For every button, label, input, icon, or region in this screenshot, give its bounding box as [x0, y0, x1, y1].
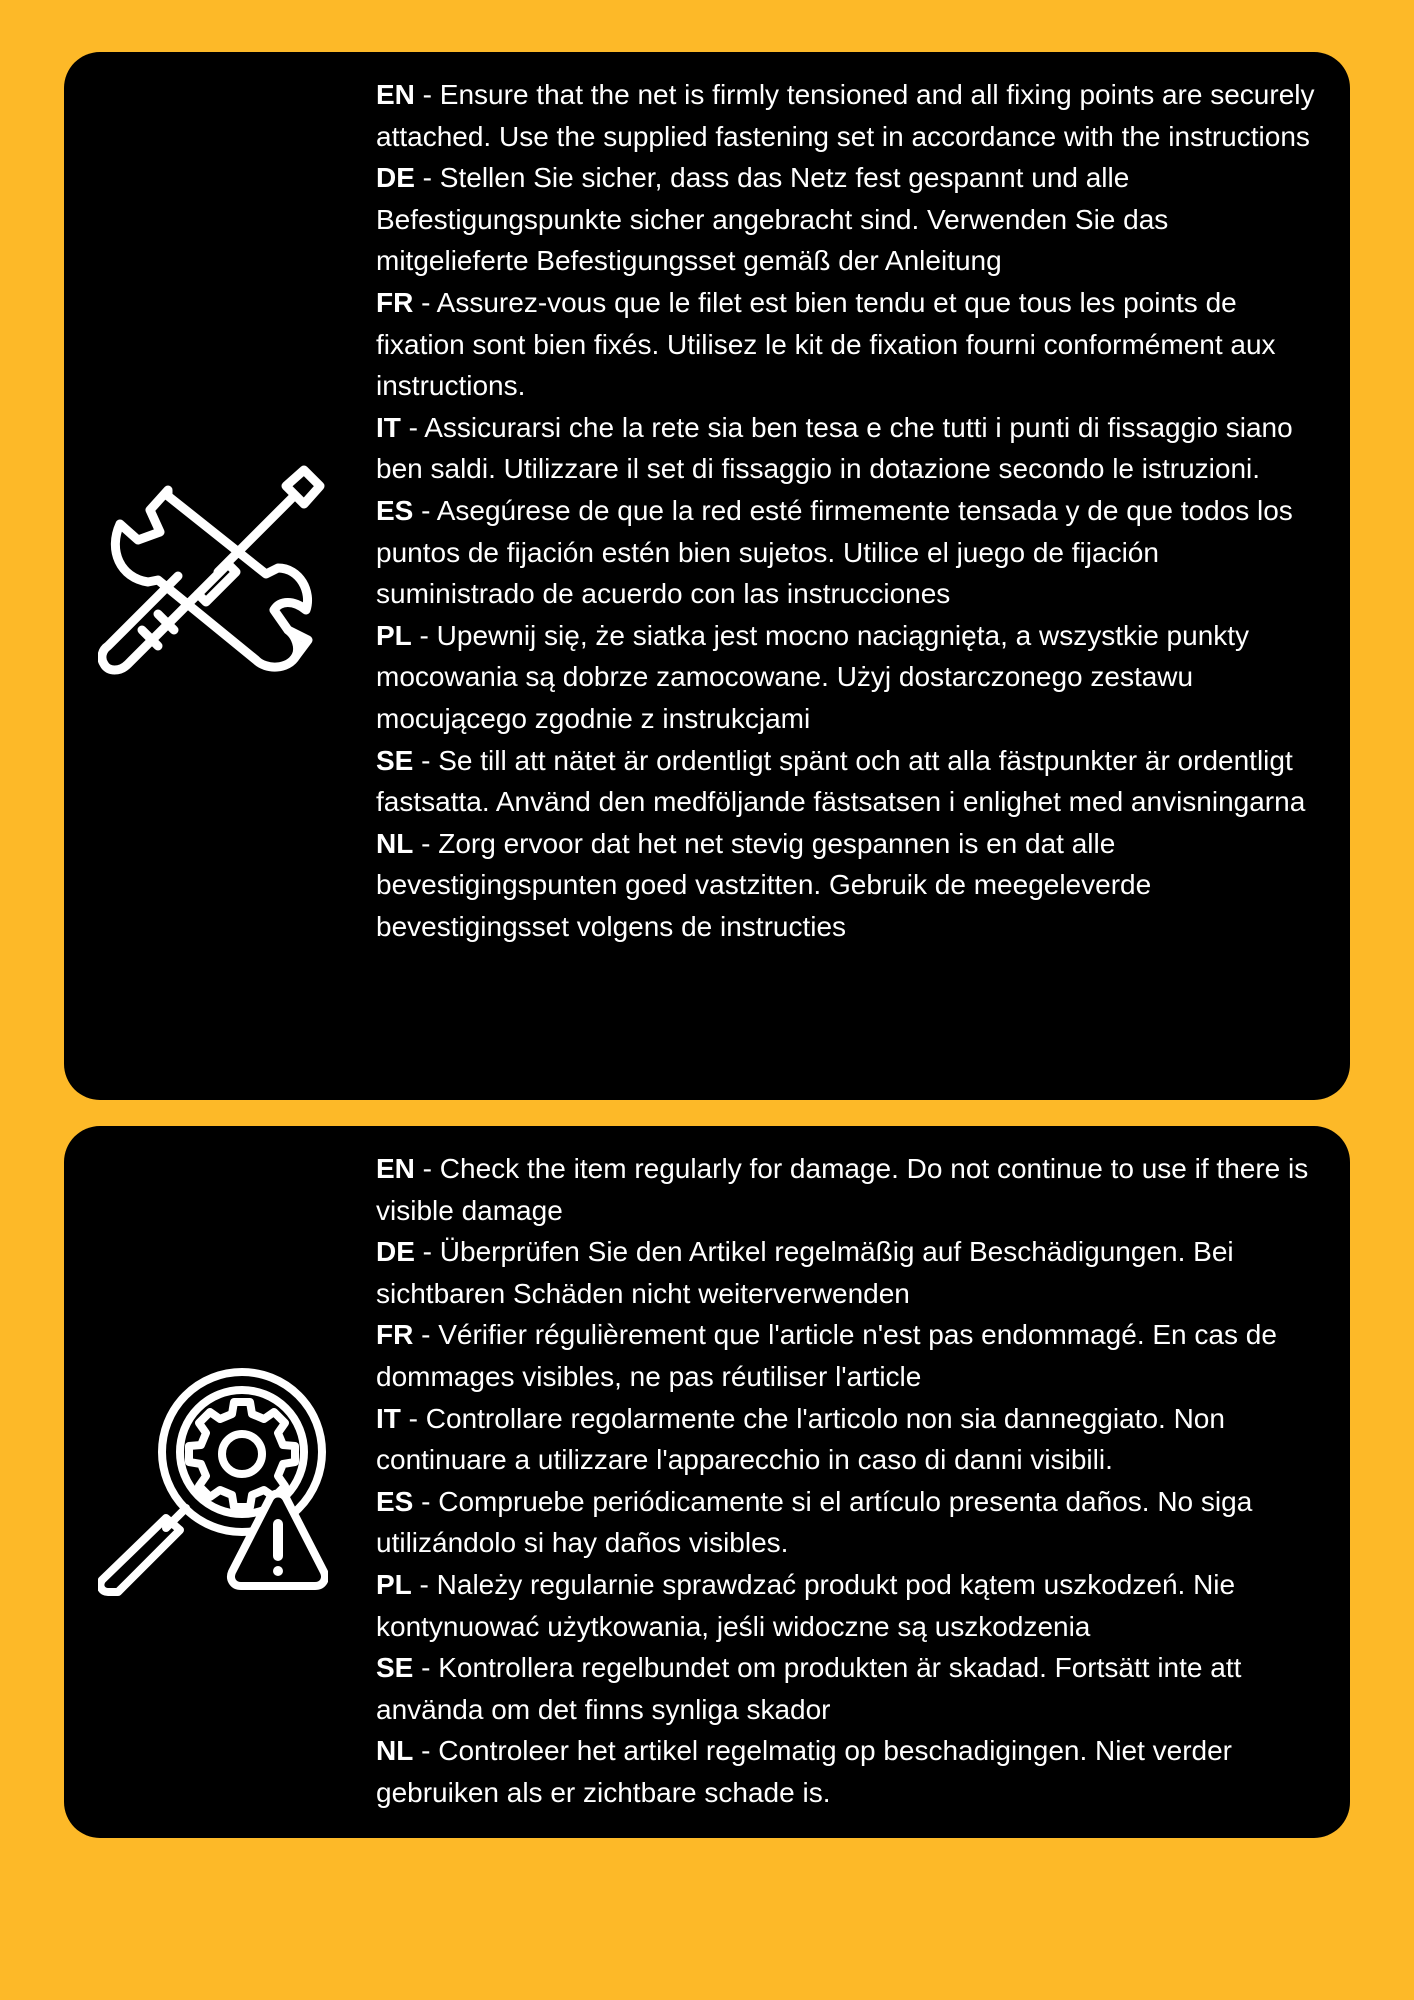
inspection-instructions: [376, 1148, 1320, 1814]
instruction-nl: NL - Controleer het artikel regelmatig op beschadigingen. Niet verder gebruiken als er zichtbare schade is.: [376, 1735, 1232, 1808]
language-code: EN: [376, 79, 415, 110]
instruction-pl: PL - Należy regularnie sprawdzać produkt pod kątem uszkodzeń. Nie kontynuować użytkowania, jeśli widoczne są uszkodzenia: [376, 1568, 1236, 1642]
instruction-text: Check the item regularly for damage. Do not continue to use if there is visible damage: [376, 1153, 1309, 1226]
language-code: FR: [376, 1319, 414, 1351]
instruction-it: IT - Controllare regolarmente che l'articolo non sia danneggiato. Non continuare a utilizzare l'apparecchio in caso di danni visibili.: [376, 1402, 1225, 1476]
instruction-se: SE - Kontrollera regelbundet om produkten är skadad. Fortsätt inte att använda om det finns synliga skador: [376, 1652, 1242, 1725]
instruction-text: Vérifier régulièrement que l'article n'est pas endommagé. En cas de dommages visibles, ne pas réutiliser l'article: [376, 1319, 1277, 1392]
language-code: IT: [376, 1402, 401, 1434]
inspection-panel: [64, 1126, 1350, 1838]
instruction-en: EN - Check the item regularly for damage. Do not continue to use if there is visible damage: [376, 1153, 1309, 1226]
language-code: NL: [376, 1735, 414, 1767]
instruction-de: DE - Stellen Sie sicher, dass das Netz fest gespannt und alle Befestigungspunkte sicher angebracht sind. Verwenden Sie das mitgelieferte Befestigungsset gemäß der Anleitung: [376, 162, 1169, 277]
instruction-text: Upewnij się, że siatka jest mocno naciągnięta, a wszystkie punkty mocowania są dobrze zamocowane. Użyj dostarczonego zestawu mocującego zgodnie z instrukcjami: [376, 619, 1250, 734]
instruction-text: Controleer het artikel regelmatig op beschadigingen. Niet verder gebruiken als er zichtbare schade is.: [376, 1735, 1232, 1808]
instruction-text: Assurez-vous que le filet est bien tendu et que tous les points de fixation sont bien fixés. Utilisez le kit de fixation fourni conformément aux instructions.: [376, 286, 1276, 402]
instruction-text: Należy regularnie sprawdzać produkt pod kątem uszkodzeń. Nie kontynuować użytkowania, jeśli widoczne są uszkodzenia: [376, 1568, 1236, 1642]
language-code: DE: [376, 162, 415, 194]
instruction-text: Stellen Sie sicher, dass das Netz fest gespannt und alle Befestigungspunkte sicher angebracht sind. Verwenden Sie das mitgelieferte Befestigungsset gemäß der Anleitung: [376, 162, 1169, 277]
installation-panel: [64, 52, 1350, 1100]
language-code: NL: [376, 827, 414, 859]
instruction-se: SE - Se till att nätet är ordentligt spänt och att alla fästpunkter är ordentligt fastsatta. Använd den medföljande fästsatsen i enlighet med anvisningarna: [376, 744, 1306, 818]
language-code: SE: [376, 1652, 414, 1684]
instruction-nl: NL - Zorg ervoor dat het net stevig gespannen is en dat alle bevestigingspunten goed vastzitten. Gebruik de meegeleverde bevestigingsset volgens de instructies: [376, 827, 1152, 942]
instruction-es: ES - Asegúrese de que la red esté firmemente tensada y de que todos los puntos de fijación estén bien sujetos. Utilice el juego de fijación suministrado de acuerdo con las instrucciones: [376, 494, 1293, 610]
instruction-pl: PL - Upewnij się, że siatka jest mocno naciągnięta, a wszystkie punkty mocowania są dobrze zamocowane. Użyj dostarczonego zestawu mocującego zgodnie z instrukcjami: [376, 619, 1250, 734]
language-code: SE: [376, 744, 414, 776]
installation-instructions: [376, 74, 1320, 947]
instruction-text: Se till att nätet är ordentligt spänt och att alla fästpunkter är ordentligt fastsatta. Använd den medföljande fästsatsen i enlighet med anvisningarna: [376, 744, 1306, 818]
instruction-it: IT - Assicurarsi che la rete sia ben tesa e che tutti i punti di fissaggio siano ben saldi. Utilizzare il set di fissaggio in dotazione secondo le istruzioni.: [376, 411, 1293, 485]
instruction-en: EN - Ensure that the net is firmly tensioned and all fixing points are securely attached. Use the supplied fastening set in accordance with the instructions: [376, 79, 1315, 152]
instruction-text: Asegúrese de que la red esté firmemente tensada y de que todos los puntos de fijación estén bien sujetos. Utilice el juego de fijación suministrado de acuerdo con las instrucciones: [376, 494, 1293, 610]
language-code: ES: [376, 1485, 414, 1517]
instruction-es: ES - Compruebe periódicamente si el artículo presenta daños. No siga utilizándolo si hay daños visibles.: [376, 1485, 1253, 1559]
instruction-text: Ensure that the net is firmly tensioned and all fixing points are securely attached. Use the supplied fastening set in accordance with the instructions: [376, 79, 1315, 152]
instruction-fr: FR - Assurez-vous que le filet est bien tendu et que tous les points de fixation sont bien fixés. Utilisez le kit de fixation fourni conformément aux instructions.: [376, 286, 1276, 402]
language-code: DE: [376, 1236, 415, 1268]
instruction-text: Assicurarsi che la rete sia ben tesa e che tutti i punti di fissaggio siano ben saldi. Utilizzare il set di fissaggio in dotazione secondo le istruzioni.: [376, 411, 1293, 485]
instruction-text: Kontrollera regelbundet om produkten är skadad. Fortsätt inte att använda om det finns synliga skador: [376, 1652, 1242, 1725]
wrench-screwdriver-icon: [98, 460, 328, 690]
language-code: IT: [376, 411, 401, 443]
language-code: FR: [376, 286, 414, 318]
instruction-text: Controllare regolarmente che l'articolo non sia danneggiato. Non continuare a utilizzare l'apparecchio in caso di danni visibili.: [376, 1402, 1225, 1476]
instruction-de: DE - Überprüfen Sie den Artikel regelmäßig auf Beschädigungen. Bei sichtbaren Schäden nicht weiterverwenden: [376, 1236, 1234, 1309]
instruction-text: Überprüfen Sie den Artikel regelmäßig auf Beschädigungen. Bei sichtbaren Schäden nicht weiterverwenden: [376, 1236, 1234, 1309]
language-code: PL: [376, 1568, 412, 1600]
magnifier-gear-warning-icon: [98, 1366, 328, 1596]
instruction-text: Compruebe periódicamente si el artículo presenta daños. No siga utilizándolo si hay daños visibles.: [376, 1485, 1253, 1559]
instruction-fr: FR - Vérifier régulièrement que l'article n'est pas endommagé. En cas de dommages visibles, ne pas réutiliser l'article: [376, 1319, 1277, 1392]
language-code: EN: [376, 1153, 415, 1184]
language-code: ES: [376, 494, 414, 526]
instruction-text: Zorg ervoor dat het net stevig gespannen is en dat alle bevestigingspunten goed vastzitten. Gebruik de meegeleverde bevestigingsset volgens de instructies: [376, 827, 1152, 942]
language-code: PL: [376, 619, 412, 651]
